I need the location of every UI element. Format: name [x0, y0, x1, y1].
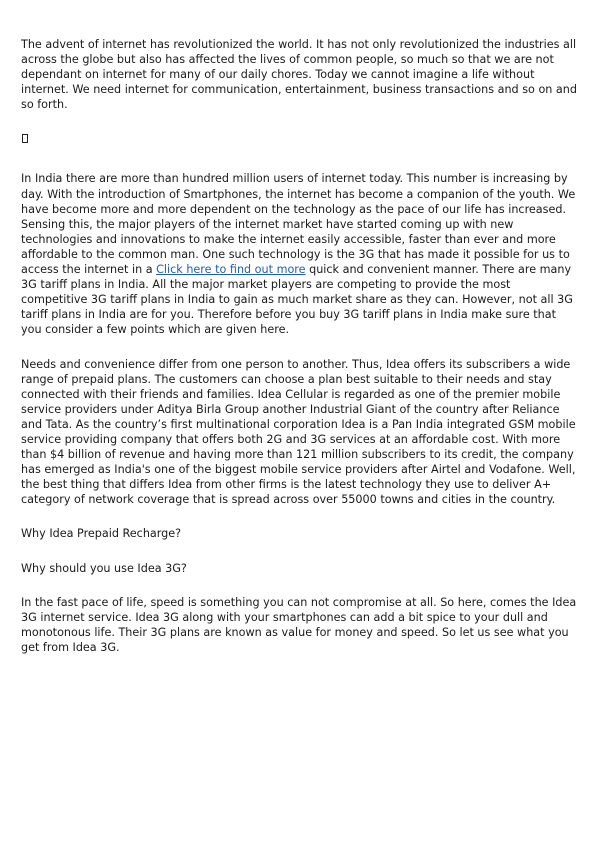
find-out-more-link[interactable]: Click here to find out more: [156, 263, 306, 277]
missing-glyph-icon: [22, 134, 28, 143]
why-idea-prepaid-heading: Why Idea Prepaid Recharge?: [21, 527, 182, 541]
idea-3g-paragraph: In the fast pace of life, speed is something you can not compromise at all. So here, comes the Idea 3G internet service. Idea 3G along with your smartphones can add a bit spice to your dull and monotonous life. Their 3G plans are known as value for money and speed. So let us see what you get from Idea 3G.: [21, 595, 577, 654]
why-idea-3g-heading: Why should you use Idea 3G?: [21, 561, 187, 575]
intro-paragraph: The advent of internet has revolutionized the world. It has not only revolutionized the industries all across the globe but also has affected the lives of common people, so much so that we are not dependant on internet for many of our daily chores. Today we cannot imagine a life without internet. We need internet for communication, entertainment, business transactions and so on and so forth.: [21, 38, 577, 112]
paragraph-text-before-link: In India there are more than hundred million users of internet today. This number is increasing by day. With the introduction of Smartphones, the internet has become a companion of the youth. We have become more and more dependent on the technology as the pace of our life has increased. Sensing this, the major players of the internet market have started coming up with new technologies and innovations to make the internet easily accessible, faster than ever and more affordable to the common man. One such technology is the 3G that has made it possible for us to access the internet in a: [21, 172, 576, 277]
india-internet-paragraph: [21, 171, 577, 337]
glyph-row: [21, 131, 577, 146]
paragraph-text-after-link: quick and convenient manner. There are many 3G tariff plans in India. All the major market players are competing to provide the most competitive 3G tariff plans in India to gain as much market share as they can. However, not all 3G tariff plans in India are for you. Therefore before you buy 3G tariff plans in India make sure that you consider a few points which are given here.: [21, 263, 573, 337]
article-body: [21, 37, 577, 674]
idea-plans-paragraph: Needs and convenience differ from one person to another. Thus, Idea offers its subscribers a wide range of prepaid plans. The customers can choose a plan best suitable to their needs and stay connected with their friends and families. Idea Cellular is regarded as one of the premier mobile service providers under Aditya Birla Group another Industrial Giant of the country after Reliance and Tata. As the country’s first multinational corporation Idea is a Pan India integrated GSM mobile service providing company that offers both 2G and 3G services at an affordable cost. With more than $4 billion of revenue and having more than 121 million subscribers to its credit, the company has emerged as India's one of the biggest mobile service providers after Airtel and Vodafone. Well, the best thing that differs Idea from other firms is the latest technology they use to deliver A+ category of network coverage that is spread across over 55000 towns and cities in the country.: [21, 357, 576, 507]
